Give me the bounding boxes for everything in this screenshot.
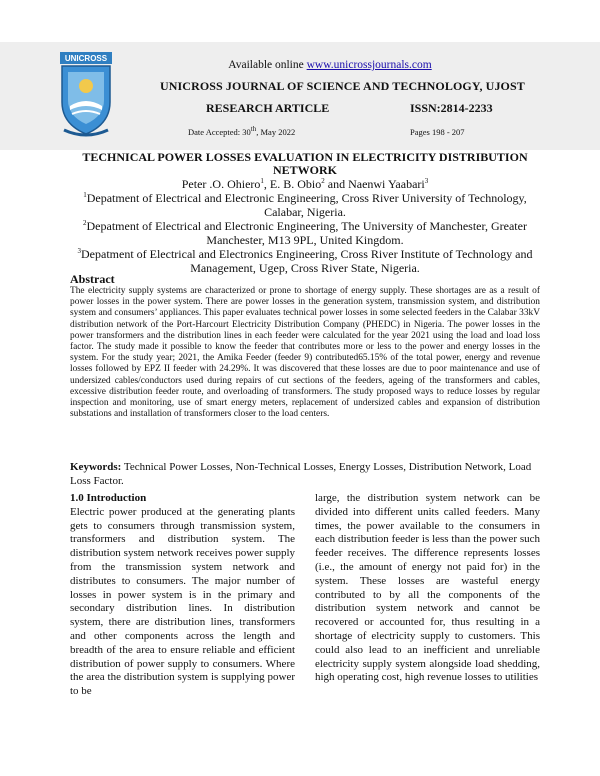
- author-list: Peter .O. Ohiero$^1$, E. B. Obio$^2$ and Naenwi Yaabari$^3$: [181, 177, 429, 191]
- affiliation-3: $^3$Depatment of Electrical and Electronics Engineering, Cross River Institute of Technology and Management, Ugep, Cross River State, Nigeria.: [77, 247, 533, 275]
- logo-text: UNICROSS: [64, 54, 108, 63]
- keywords: [70, 460, 540, 488]
- availability-line: Available online www.unicrossjournals.com: [228, 59, 432, 71]
- issn: ISSN:2814-2233: [410, 101, 493, 115]
- affiliation-1: $^1$Depatment of Electrical and Electronic Engineering, Cross River University of Technology, Calabar, Nigeria.: [83, 191, 527, 219]
- journal-name: UNICROSS JOURNAL OF SCIENCE AND TECHNOLOGY, UJOST: [160, 79, 525, 93]
- page-range: Pages 198 - 207: [410, 127, 465, 137]
- abstract-body: The electricity supply systems are characterized or prone to shortage of energy supply. These shortages are as a result of power losses in the power system. There are power losses in the generation system, transmission system, and distribution system and consumers’ appliances. This paper evaluates technical power losses in some selected feeders in the Calabar 33kV distribution network of the Port-Harcourt Electricity Distribution Company (PHEDC) in Nigeria. The power losses in the power transformers and the distribution lines in each feeder were calculated for the year 2021 using the load and load loss factor. The study made it possible to know the feeder that contributes more or less to the power and energy losses in the system. For the study year; 2021, the Amika Feeder (feeder 9) contributed65.15% of the total power, energy and revenue losses followed by EPZ II feeder with 24.29%. It was discovered that these losses are due to poor maintenance and use of undersized cables/conductors used during repairs of cut sections of the feeders, ageing of the transformers and cables, excessive distribution feeder route, and overloading of transformers. The study proposed ways to reduce losses by regular inspection and monitoring, use of smart energy meters, replacement of undersized cables and expansion of distribution substations and installation of transformers closer to the load centers.: [70, 286, 540, 420]
- journal-url-link[interactable]: www.unicrossjournals.com: [306, 59, 432, 71]
- date-accepted: Date Accepted: 30th, May 2022: [188, 125, 296, 137]
- intro-paragraph-left: Electric power produced at the generating plants gets to consumers through transmission system, transformers and distribution system. The distribution system network receives power supply from the transmission system network and distributes to consumers. The major number of losses in power system is in the primary and secondary distribution lines. In distribution system, there are distribution lines, transformers and other components across the length and breadth of the area to ensure reliable and efficient distribution of power supply to consumers. Where the area the distribution system is supplying power to be: [70, 505, 295, 698]
- keywords-list: Technical Power Losses, Non-Technical Losses, Energy Losses, Distribution Network, Load Loss Factor.: [70, 461, 532, 487]
- abstract-heading: Abstract: [70, 272, 115, 286]
- intro-heading: 1.0 Introduction: [70, 492, 147, 504]
- column-right: [315, 492, 540, 685]
- column-left: [70, 492, 295, 699]
- article-type: RESEARCH ARTICLE: [206, 101, 330, 115]
- paper-title: TECHNICAL POWER LOSSES EVALUATION IN ELECTRICITY DISTRIBUTION NETWORK: [82, 150, 528, 177]
- intro-paragraph-right: large, the distribution system network can be divided into different units called feeders. Many times, the power available to the consumers in each distribution feeder is less than the power such feeder receives. The difference represents losses (i.e., the amount of energy not paid for) in the system. These losses are wasteful energy contributed to by all the components of the distribution system network and cannot be recovered or accounted for, thus resulting in a shortage of electricity supply to customers. This could also lead to an inefficient and unreliable electricity supply system alongside load shedding, high operating cost, high revenue losses to utilities: [315, 492, 540, 684]
- keywords-label: Keywords:: [70, 461, 122, 473]
- affiliation-2: $^2$Depatment of Electrical and Electronic Engineering, The University of Manchester, Greater Manchester, M13 9PL, United Kingdom.: [83, 219, 527, 247]
